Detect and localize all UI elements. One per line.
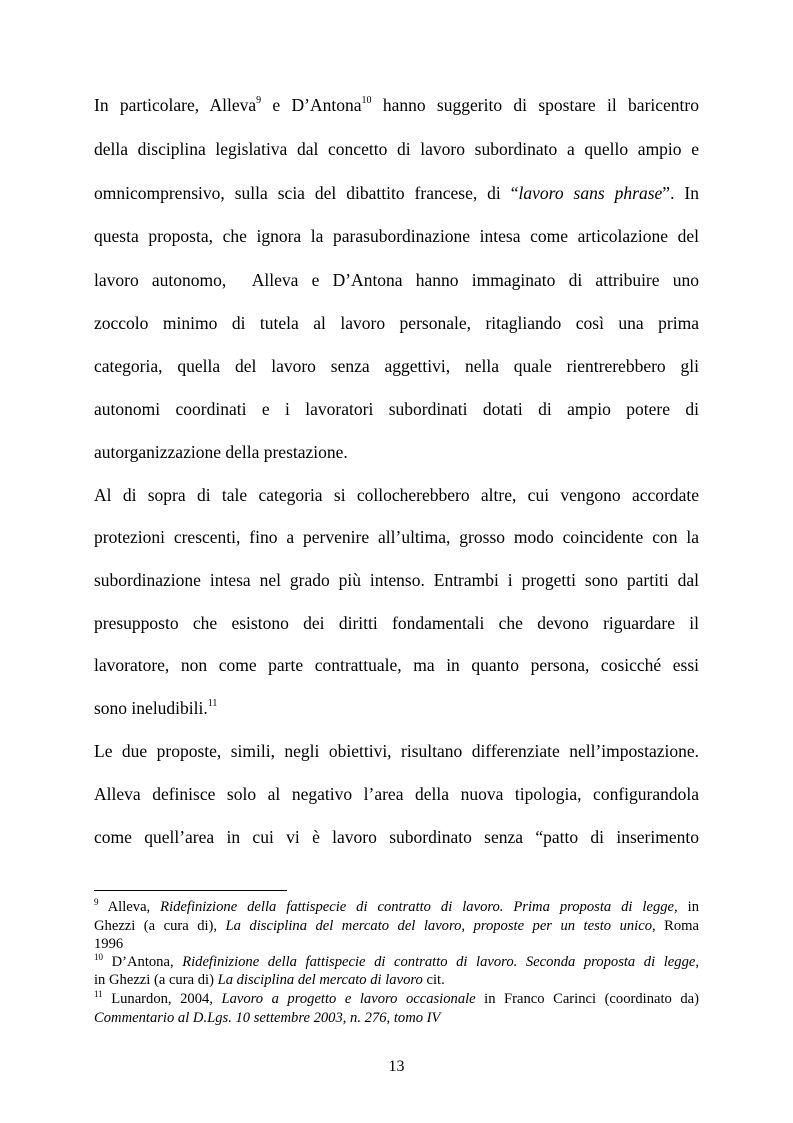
body-line-11: protezioni crescenti, fino a pervenire all’ultima, grosso modo coincidente con la [94,527,699,547]
footnote-9-line-2 [94,918,699,935]
body-line-9: autorganizzazione della prestazione. [94,442,348,462]
footnote-separator [94,890,287,891]
text: Ghezzi (a cura di), [94,918,226,934]
body-line-5: lavoro autonomo, Alleva e D’Antona hanno immaginato di attribuire uno [94,270,699,290]
body-line-14: lavoratore, non come parte contrattuale, ma in quanto persona, cosicché essi [94,655,699,675]
title: La disciplina del mercato di lavoro [217,972,423,988]
footnote-ref-11[interactable]: 11 [207,698,218,709]
text: , [695,954,700,970]
body-line-1 [94,94,699,116]
body-line-6: zoccolo minimo di tutela al lavoro personale, ritagliando così una prima [94,313,699,333]
body-line-17: Alleva definisce solo al negativo l’area della nuova tipologia, configurandola [94,784,699,804]
body-line-13: presupposto che esistono dei diritti fondamentali che devono riguardare il [94,613,699,633]
footnote-9-line-3: 1996 [94,936,124,952]
page-number: 13 [388,1058,405,1075]
footnote-number: 10 [94,952,103,962]
body-line-8: autonomi coordinati e i lavoratori subordinati dotati di ampio potere di [94,399,699,419]
footnote-10-line-2 [94,972,699,989]
text: , in [674,899,699,915]
text: in Ghezzi (a cura di) [94,972,218,988]
footnote-number: 9 [94,897,99,907]
text: Lunardon, 2004, [102,991,222,1007]
text: omnicomprensivo, sulla scia del dibattito francese, di “ [94,183,519,203]
title: Ridefinizione della fattispecie di contratto di lavoro. Prima proposta di legge [160,899,675,915]
body-line-3 [94,182,699,204]
body-line-2: della disciplina legislativa dal concetto di lavoro subordinato a quello ampio e [94,139,699,159]
body-line-7: categoria, quella del lavoro senza aggettivi, nella quale rientrerebbero gli [94,356,699,376]
footnote-11-line-2 [94,1010,699,1027]
text: In particolare, Alleva [94,95,257,115]
text: D’Antona, [103,954,183,970]
footnote-11-line-1 [94,991,699,1008]
text: in Franco Carinci (coordinato da) [475,991,699,1007]
text: e D’Antona [261,95,362,115]
title: Lavoro a progetto e lavoro occasionale [221,991,476,1007]
body-line-12: subordinazione intesa nel grado più intenso. Entrambi i progetti sono partiti dal [94,570,699,590]
text: hanno suggerito di spostare il baricentro [371,95,699,115]
text: , Roma [652,918,699,934]
text: sono ineludibili. [94,698,208,718]
body-line-18: come quell’area in cui vi è lavoro subordinato senza “patto di inserimento [94,827,699,847]
text: Alleva, [98,899,161,915]
footnote-ref-10[interactable]: 10 [361,95,372,106]
title: La disciplina del mercato del lavoro, proposte per un testo unico [225,918,652,934]
body-line-16: Le due proposte, simili, negli obiettivi, risultano differenziate nell’impostazione. [94,741,699,761]
text: ”. In [662,183,699,203]
text: cit. [422,972,445,988]
footnote-10-line-1 [94,954,699,971]
title: Ridefinizione della fattispecie di contratto di lavoro. Seconda proposta di legge [182,954,696,970]
body-line-10: Al di sopra di tale categoria si collocherebbero altre, cui vengono accordate [94,485,699,505]
body-line-4: questa proposta, che ignora la parasubordinazione intesa come articolazione del [94,226,699,246]
footnote-9-line-1 [94,899,699,916]
footnote-ref-9[interactable]: 9 [256,95,262,106]
body-line-15 [94,697,217,719]
footnote-number: 11 [94,989,103,999]
italic-phrase: lavoro sans phrase [518,183,663,203]
title: Commentario al D.Lgs. 10 settembre 2003, n. 276, tomo IV [94,1010,441,1026]
